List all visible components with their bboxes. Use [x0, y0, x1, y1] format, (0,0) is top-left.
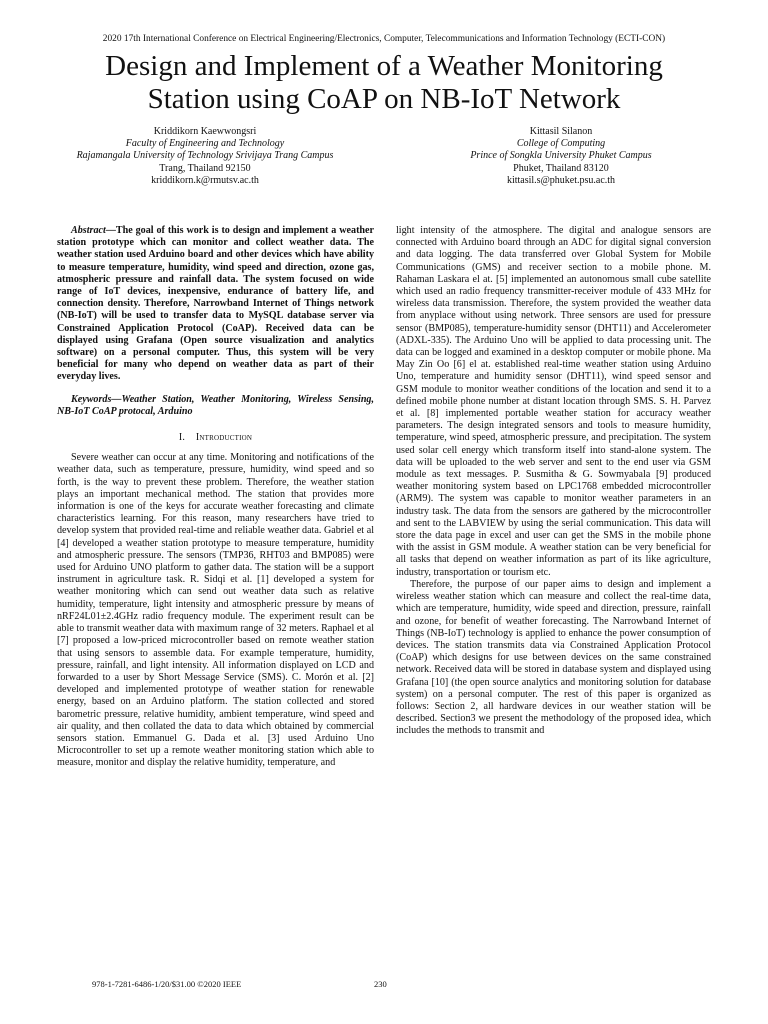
conference-header: 2020 17th International Conference on Electrical Engineering/Electronics, Computer, Telecommunications and Information Technology (ECTI-CON) — [102, 34, 666, 44]
author-2 — [396, 126, 726, 187]
author-university: Rajamangala University of Technology Srivijaya Trang Campus — [76, 150, 334, 162]
paper-title-line-2: Station using CoAP on NB-IoT Network — [147, 83, 621, 115]
author-location: Trang, Thailand 92150 — [159, 162, 251, 174]
body-paragraph: Therefore, the purpose of our paper aims to design and implement a wireless weather station which can measure and collect the real-time data, which are temperature, humidity, wide speed and direction, pressure, rainfall and ozone, for benefit of weather forecasting. The Narrowband Internet of Things (NB-IoT) technology is applied to enhance the power consumption of devices. The station transmits data via Constrained Application Protocol (CoAP) which designs for use between devices on the same constrained network. Received data will be stored in database system and displayed using Grafana [10] (the open source analytics and monitoring solution for database system) on a personal computer. The rest of this paper is organized as follows: Section 2, all hardware devices in our weather station will be described. Section3 we present the methodology of the proposed idea, which includes the methods to transmit and — [396, 578, 711, 737]
body-paragraph: Severe weather can occur at any time. Monitoring and notifications of the weather data, such as temperature, pressure, humidity, wind speed and so forth, is the way to prevent these problem. Therefore, the weather station plays an important mechanical method. The station that provides more information is one of the keys for accurate weather forecasting and climate characteristics learning. For this reason, many researchers have tried to develop system that provided real-time and reliable weather data. Gabriel et al [4] developed a weather station prototype to measure temperature, humidity and atmospheric pressure. The sensors (TMP36, RHT03 and BMP085) were used for Arduino UNO platform to gather data. The station will be a support instrument in agriculture task. R. Sidqi et al. [1] developed a system for weather monitoring which can send out weather data such as relative humidity, temperature, light intensity and atmospheric pressure by means of nRF24L01±2.4GHz radio frequency module. The experiment result can be able to transmit weather data with maximum range of 32 meters. Raphael et al [7] proposed a low-priced microcontroller based on remote weather station that using sensors to assemble data. For example temperature, humidity, pressure, rainfall, and light intensity. All information displayed on LCD and forwarded to a user by Short Message Service (SMS). C. Morón et al. [2] developed and implemented prototype of weather station for renewable energy, based on an Arduino platform. The station collected and stored barometric pressure, relative humidity, ambient temperature, wind speed and air quality, and then collated the data to data which obtained by commercial sensors station. Emmanuel G. Dada et al. [3] used Arduino Uno Microcontroller to set up a remote weather monitoring station which able to measure, monitor and display the relative humidity, temperature, and — [57, 452, 374, 769]
section-number: I. — [178, 432, 186, 444]
author-university: Prince of Songkla University Phuket Campus — [470, 150, 652, 162]
section-title: Introduction — [195, 432, 253, 444]
author-name: Kittasil Silanon — [529, 126, 593, 137]
page-number: 230 — [374, 979, 387, 989]
paper-title — [20, 50, 748, 116]
left-column — [57, 225, 374, 770]
author-email: kriddikorn.k@rmutsv.ac.th — [151, 174, 259, 186]
section-heading — [57, 432, 374, 444]
keywords: Keywords—Weather Station, Weather Monitoring, Wireless Sensing, NB-IoT CoAP protocal, Arduino — [57, 393, 374, 417]
footer-copyright: 978-1-7281-6486-1/20/$31.00 ©2020 IEEE — [92, 979, 242, 989]
right-column — [396, 225, 711, 738]
abstract-label: Abstract — [71, 225, 106, 236]
author-faculty: College of Computing — [516, 138, 606, 150]
abstract-text: —The goal of this work is to design and implement a weather station prototype which can monitor and collect weather data. The weather station used Arduino board and other devices which have ability to measure temperature, humidity, wind speed and direction, ozone gas, atmospheric pressure and rainfall data. The system focused on wide range of IoT devices, inexpensive, endurance of battery life, and connection density. Therefore, Narrowband Internet of Things network (NB-IoT) will be used to transfer data to MySQL database server via Constrained Application Protocol (CoAP). Received data can be displayed using Grafana (Open source visualization and analytics software) on a personal computer. Thus, this system will be very beneficial for many who depend on weather data as part of their everyday lives. — [57, 225, 374, 383]
abstract — [57, 225, 374, 384]
author-1 — [40, 126, 370, 187]
author-name: Kriddikorn Kaewwongsri — [153, 126, 257, 137]
author-faculty: Faculty of Engineering and Technology — [125, 138, 285, 150]
body-paragraph: light intensity of the atmosphere. The digital and analogue sensors are connected with Arduino board through an ADC for digital signal conversion and data logging. The data transferred over Global System for Mobile Communications (GMS) and receiver section to a mobile phone. M. Rahaman Laskara el at. [5] implemented an autonomous small cube satellite which used an radio frequency transmitter-receiver module of 433 MHz for wireless data transmission. Therefore, the system provided the weather data from anyplace without using network. Three sensors are used for pressure sensor (BMP085), temperature-humidity sensor (DHT11) and Accelerometer (ADXL-335). The Arduino Uno will be applied to data processing unit. The data can be logged and examined in a desktop computer or mobile phone. Ma May Zin Oo [6] el at. established real-time weather station using Arduino Uno, temperature and humidity sensor (DHT11), wind speed sensor and GSM module to monitor weather conditions of the location and send it to a defined mobile phone number at distant location through SMS. S. H. Parvez et al. [8] implemented portable weather station for accuracy weather parameters. The design integrated sensors and tools to measure humidity, temperature, wind speed, atmospheric pressure, and precipitation. The system used solar cell energy which transform itself into stand-alone system. The data will be uploaded to the web server and sent to the end user via GSM module as text messages. P. Susmitha & G. Sowmyabala [9] produced weather monitoring system based on LPC1768 embedded microcontroller (ARM9). The system was capable to monitor weather parameters in an industry task. The data from the sensors are gathered by the microcontroller and sent to the LABVIEW by using the serial communication. This data will store the data page in excel and user can get the SMS in the mobile phone with the assist in GSM module. A weather station can be very beneficial for all tasks that depend on weather information as part of its like agriculture, industry, transportation or tourism etc. — [396, 225, 711, 578]
author-email: kittasil.s@phuket.psu.ac.th — [506, 174, 616, 186]
author-location: Phuket, Thailand 83120 — [513, 162, 609, 174]
paper-title-line-1: Design and Implement of a Weather Monitoring — [105, 50, 663, 82]
